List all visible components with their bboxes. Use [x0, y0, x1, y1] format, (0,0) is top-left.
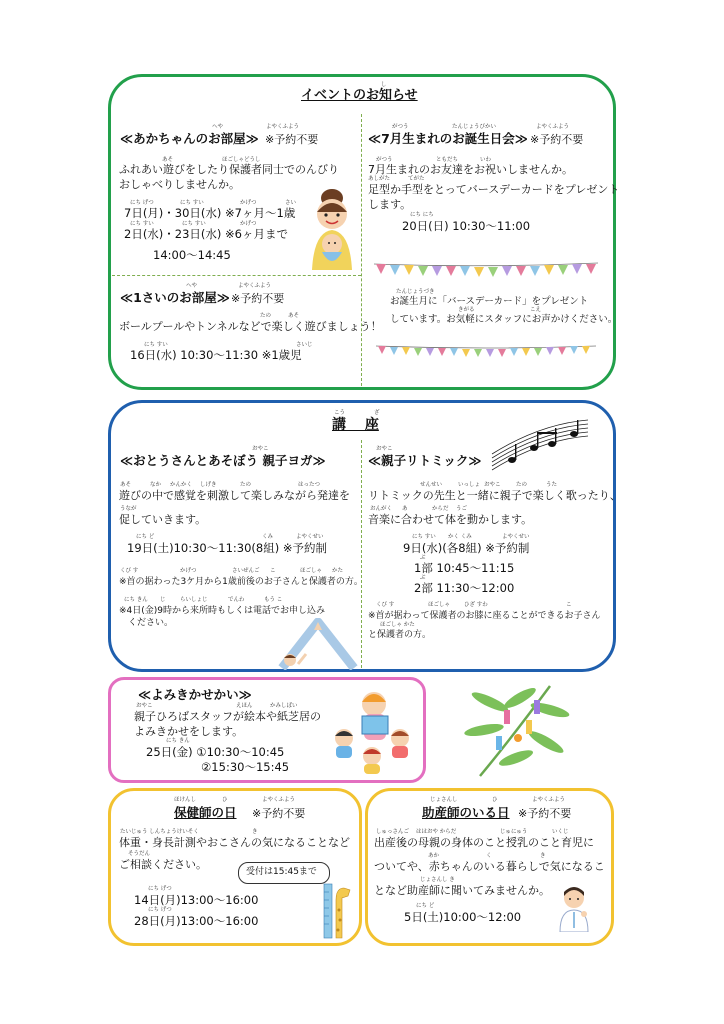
yoga-desc1: 遊びの中で感覚を刺激して楽しみながら発達を [119, 489, 350, 502]
oneyear-desc: ボールプールやトンネルなどで楽しく遊びましょう！ [119, 320, 382, 333]
ruby: じょさんし き [420, 877, 455, 883]
akachan-date2: 2日(水)・23日(水) ※6ヶ月まで [124, 227, 289, 241]
ruby: よやくせい [502, 534, 530, 540]
event-title: イベントのお知らせ [301, 88, 418, 103]
ruby: ほごしゃどうし [222, 157, 261, 163]
ruby: かげつ [180, 568, 197, 574]
ruby: はったつ [298, 482, 321, 488]
akachan-heading: ≪あかちゃんのお部屋≫ [120, 131, 259, 146]
health-note: ※予約不要 [252, 807, 306, 820]
ruby: ぶ [420, 575, 426, 581]
ruby: へや [186, 283, 198, 289]
course-divider-v [361, 440, 362, 668]
health-date1: 14日(月)13:00～16:00 [134, 893, 259, 907]
ruby: よやくふよう [262, 797, 296, 803]
birthday-heading: ≪7月生まれのお誕生日会≫ [368, 131, 528, 146]
ruby: し [381, 82, 387, 88]
birthday-note: ※予約不要 [530, 133, 584, 146]
mother-baby-icon [302, 186, 362, 270]
ruby: よやくふよう [532, 797, 566, 803]
ruby: おやこ [376, 446, 393, 452]
akachan-desc2: おしゃべりしませんか。 [119, 178, 240, 191]
ruby: くみ [262, 534, 274, 540]
ruby: にち すい [412, 534, 436, 540]
oneyear-heading: ≪1さいのお部屋≫ [120, 290, 230, 305]
ruby: にち きん [124, 597, 148, 603]
garland-icon [372, 259, 600, 279]
ruby: きがる [458, 307, 475, 313]
ruby: にち すい [180, 200, 204, 206]
midwife-desc2: ついてや、赤ちゃんのいる暮らしで気になるこ [374, 860, 605, 873]
ruby: にち ど [416, 903, 435, 909]
ruby: よやくせい [296, 534, 324, 540]
ruby: うご [456, 506, 468, 512]
ruby: じ [160, 597, 166, 603]
ruby: えほん [236, 703, 253, 709]
ruby: てがた [408, 176, 425, 182]
ruby: いくじ [552, 829, 569, 835]
ruby: あそ [288, 313, 300, 319]
course-title: 講 座 [332, 417, 379, 433]
birthday-desc1: 7月生まれのお友達をお祝いしませんか。 [368, 163, 573, 176]
birthday-desc2: 足型か手型をとってバースデーカードをプレゼント [368, 183, 620, 196]
ruby: よやくふよう [536, 124, 570, 130]
health-date2: 28日(月)13:00～16:00 [134, 914, 259, 928]
akachan-desc1: ふれあい遊びをしたり保護者同士でのんびり [119, 163, 339, 176]
ruby: らいしょじ [180, 597, 208, 603]
ruby: がつう [376, 157, 393, 163]
ruby: かく くみ [448, 534, 472, 540]
tanabata-bamboo-icon [460, 680, 572, 778]
ruby: にち げつ [148, 886, 172, 892]
yomikikase-desc2: よみきかせをします。 [134, 725, 244, 738]
ruby: にち すい [130, 221, 154, 227]
ruby: かみしばい [270, 703, 298, 709]
ruby: たの [240, 482, 252, 488]
ruby: いわ [480, 157, 492, 163]
ruby: しげき [200, 482, 217, 488]
ruby: へや [212, 124, 224, 130]
ruby: さい [285, 200, 297, 206]
ruby: さいじ [296, 342, 313, 348]
ruby: こう [334, 410, 346, 416]
ruby: こ [566, 602, 572, 608]
oneyear-note: ※予約不要 [231, 292, 285, 305]
ruby: ざ [374, 410, 380, 416]
ruby: たの [516, 482, 528, 488]
ruby: そうだん [128, 851, 151, 857]
ruby: ほごしゃ かた [380, 622, 415, 628]
ruby: あそ [120, 482, 132, 488]
oneyear-date: 16日(水) 10:30～11:30 ※1歳児 [130, 348, 302, 362]
ruby: いっしょ [458, 482, 481, 488]
ruby: ひ [222, 797, 228, 803]
ruby: かた [332, 568, 344, 574]
ruby: ぶ [420, 555, 426, 561]
ruby: あそ [162, 157, 174, 163]
akachan-time: 14:00～14:45 [153, 248, 231, 262]
ruby: く [486, 853, 492, 859]
ruby: おやこ [136, 703, 153, 709]
health-desc1: 体重・身長計測やおこさんの気になることなど [119, 836, 350, 849]
ruby: せんせい [420, 482, 443, 488]
birthday-desc3: します。 [368, 198, 412, 211]
ruby: き [252, 829, 258, 835]
ruby: あか [428, 853, 440, 859]
ruby: おやこ [252, 446, 269, 452]
yoga-heading: ≪おとうさんとあそぼう 親子ヨガ≫ [120, 453, 326, 468]
ruby: でんわ [228, 597, 245, 603]
music-notes-icon [490, 418, 590, 472]
ruby: き [540, 853, 546, 859]
ruby: にち きん [166, 738, 190, 744]
rhythm-note2: と保護者の方。 [368, 630, 432, 640]
ruby: あ [402, 506, 408, 512]
reception-bubble-text: 受付は15:45まで [246, 867, 317, 877]
ruby: たの [260, 313, 272, 319]
garland-icon [374, 342, 598, 358]
midwife-date: 5日(土)10:00～12:00 [404, 910, 522, 924]
birthday-date: 20日(日) 10:30～11:00 [402, 219, 531, 233]
midwife-icon [554, 884, 594, 932]
rhythm-desc1: リトミックの先生と一緒に親子で楽しく歌ったり、 [368, 489, 621, 502]
yoga-note1: ※首の据わった3ケ月から1歳前後のお子さんと保護者の方。 [119, 577, 363, 587]
reading-children-icon [330, 686, 418, 774]
ruby: かげつ [240, 221, 257, 227]
ruby: こ [270, 568, 276, 574]
ruby: にち ど [136, 534, 155, 540]
giraffe-height-icon [322, 880, 356, 940]
ruby: なか [150, 482, 162, 488]
ruby: たんじょうづき [396, 289, 435, 295]
birthday-notice1: お誕生月に「バースデーカード」をプレゼント [390, 296, 589, 307]
midwife-desc3: となど助産師に聞いてみませんか。 [374, 884, 550, 897]
midwife-desc1: 出産後の母親の身体のこと授乳のこと育児に [374, 836, 594, 849]
ruby: ほけんし [174, 797, 197, 803]
akachan-note: ※予約不要 [265, 133, 319, 146]
ruby: ははおや からだ [416, 829, 457, 835]
ruby: さいぜんご [232, 568, 260, 574]
rhythm-part2: 2部 11:30～12:00 [414, 581, 515, 595]
yoga-note2: ※4日(金)9時から来所時もしくは電話でお申し込み [119, 606, 326, 616]
ruby: よやくふよう [266, 124, 300, 130]
ruby: ほごしゃ [300, 568, 323, 574]
ruby: にち げつ [130, 200, 154, 206]
yoga-date: 19日(土)10:30～11:30(8組) ※予約制 [127, 541, 327, 555]
ruby: にち げつ [148, 907, 172, 913]
ruby: よやくふよう [238, 283, 272, 289]
ruby: ひざ すわ [464, 602, 488, 608]
ruby: たんじょうびかい [452, 124, 497, 130]
ruby: ひ [492, 797, 498, 803]
yoga-note3: ください。 [128, 618, 174, 628]
yoga-desc2: 促していきます。 [119, 513, 207, 526]
ruby: ともだち [436, 157, 459, 163]
akachan-date1: 7日(月)・30日(水) ※7ヶ月～1歳 [124, 206, 296, 220]
rhythm-note1: ※首が据わって保護者のお膝に座ることができるお子さん [368, 611, 601, 621]
ruby: うなが [120, 506, 137, 512]
ruby: くび す [120, 568, 139, 574]
ruby: あしがた [368, 176, 391, 182]
ruby: がつう [392, 124, 409, 130]
health-desc2: ご相談ください。 [119, 858, 207, 871]
birthday-notice2: しています。お気軽にスタッフにお声かけください。 [390, 314, 618, 325]
yoga-icon [278, 618, 358, 670]
ruby: じょさんし [430, 797, 458, 803]
rhythm-part1: 1部 10:45～11:15 [414, 561, 515, 575]
ruby: おんがく [370, 506, 393, 512]
health-heading: 保健師の日 [174, 805, 237, 820]
midwife-heading: 助産師のいる日 [422, 805, 510, 820]
ruby: うた [546, 482, 558, 488]
midwife-note: ※予約不要 [518, 807, 572, 820]
ruby: にち にち [410, 212, 434, 218]
ruby: おやこ [484, 482, 501, 488]
ruby: じゅにゅう [500, 829, 528, 835]
ruby: ほごしゃ [428, 602, 451, 608]
rhythm-desc2: 音楽に合わせて体を動かします。 [368, 513, 533, 526]
rhythm-date: 9日(水)(各8組) ※予約制 [403, 541, 530, 555]
yomikikase-desc1: 親子ひろばスタッフが絵本や紙芝居の [134, 710, 321, 723]
yomikikase-time1: 25日(金) ①10:30～10:45 [146, 745, 285, 759]
ruby: しゅっさんご [376, 829, 410, 835]
yomikikase-heading: ≪よみきかせかい≫ [138, 687, 252, 702]
ruby: かんかく [170, 482, 193, 488]
rhythm-heading: ≪親子リトミック≫ [368, 453, 482, 468]
ruby: からだ [432, 506, 449, 512]
yomikikase-time2: ②15:30～15:45 [201, 760, 290, 774]
ruby: にち すい [144, 342, 168, 348]
ruby: こえ [530, 307, 542, 313]
ruby: にち すい [182, 221, 206, 227]
ruby: たいじゅう しんちょうけいそく [120, 829, 199, 835]
event-divider-h [112, 275, 361, 276]
ruby: くび す [376, 602, 395, 608]
ruby: もう こ [264, 597, 283, 603]
ruby: かげつ [240, 200, 257, 206]
